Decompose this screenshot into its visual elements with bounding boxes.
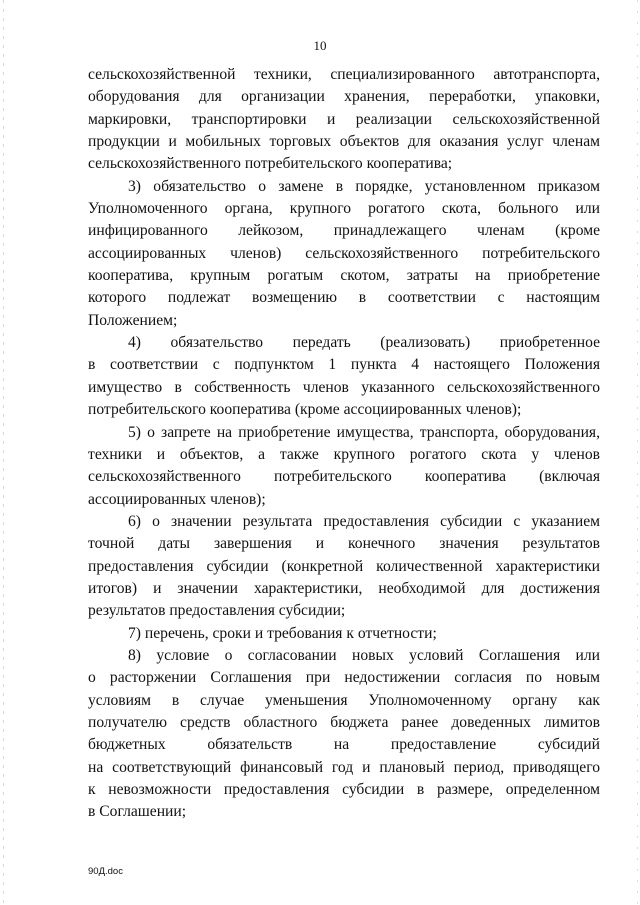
text-line: 5) о запрете на приобретение имущества, транспорта, оборудования, — [128, 423, 600, 441]
text-line: о расторжении Соглашения при недостижении согласия по новым — [88, 669, 600, 687]
text-line: предоставления субсидии (конкретной количественной характеристики — [88, 557, 600, 575]
text-line: Уполномоченного органа, крупного рогатого скота, больного или — [88, 200, 600, 218]
footer-filename: 90Д.doc — [88, 866, 123, 877]
text-line: 4) обязательство передать (реализовать) приобретенное — [128, 334, 600, 352]
text-line: 3) обязательство о замене в порядке, установленном приказом — [128, 177, 600, 195]
text-line: сельскохозяйственной техники, специализированного автотранспорта, — [88, 66, 600, 83]
text-line: получателю средств областного бюджета ранее доведенных лимитов — [88, 713, 600, 731]
text-line: потребительского кооператива (кроме ассоциированных членов); — [88, 401, 522, 419]
scan-edge-left — [3, 0, 4, 905]
text-line: 7) перечень, сроки и требования к отчетности; — [128, 624, 437, 642]
page-number: 10 — [313, 38, 327, 53]
text-line: маркировки, транспортировки и реализации сельскохозяйственной — [88, 110, 600, 128]
text-line: продукции и мобильных торговых объектов для оказания услуг членам — [88, 133, 600, 151]
text-line: оборудования для организации хранения, переработки, упаковки, — [88, 88, 600, 106]
text-line: условиям в случае уменьшения Уполномоченному органу как — [88, 691, 600, 709]
document-body — [88, 64, 600, 824]
text-line: техники и объектов, а также крупного рогатого скота у членов — [88, 445, 600, 463]
text-line: сельскохозяйственного потребительского кооператива; — [88, 155, 453, 173]
text-line: инфицированного лейкозом, принадлежащего членам (кроме — [88, 222, 600, 240]
text-line: к невозможности предоставления субсидии в размере, определенном — [88, 781, 600, 798]
scan-edge-right — [637, 0, 638, 905]
text-line: результатов предоставления субсидии; — [88, 602, 346, 620]
text-line: сельскохозяйственного потребительского кооператива (включая — [88, 468, 600, 486]
text-line: на соответствующий финансовый год и плановый период, приводящего — [88, 758, 600, 776]
text-line: кооператива, крупным рогатым скотом, затраты на приобретение — [88, 267, 600, 285]
text-line: в соответствии с подпунктом 1 пункта 4 настоящего Положения — [88, 356, 600, 374]
text-line: точной даты завершения и конечного значения результатов — [88, 535, 600, 553]
text-line: в Соглашении; — [88, 803, 187, 821]
text-line: имущество в собственность членов указанного сельскохозяйственного — [88, 378, 600, 396]
text-line: итогов) и значении характеристики, необходимой для достижения — [88, 579, 600, 597]
text-line: 6) о значении результата предоставления субсидии с указанием — [128, 512, 600, 530]
text-line: Положением; — [88, 311, 178, 329]
text-line: которого подлежат возмещению в соответствии с настоящим — [88, 289, 600, 307]
text-line: бюджетных обязательств на предоставление субсидий — [88, 736, 600, 754]
text-line: 8) условие о согласовании новых условий Соглашения или — [128, 646, 600, 664]
text-line: ассоциированных членов) сельскохозяйственного потребительского — [88, 244, 600, 262]
text-line: ассоциированных членов); — [88, 490, 266, 508]
